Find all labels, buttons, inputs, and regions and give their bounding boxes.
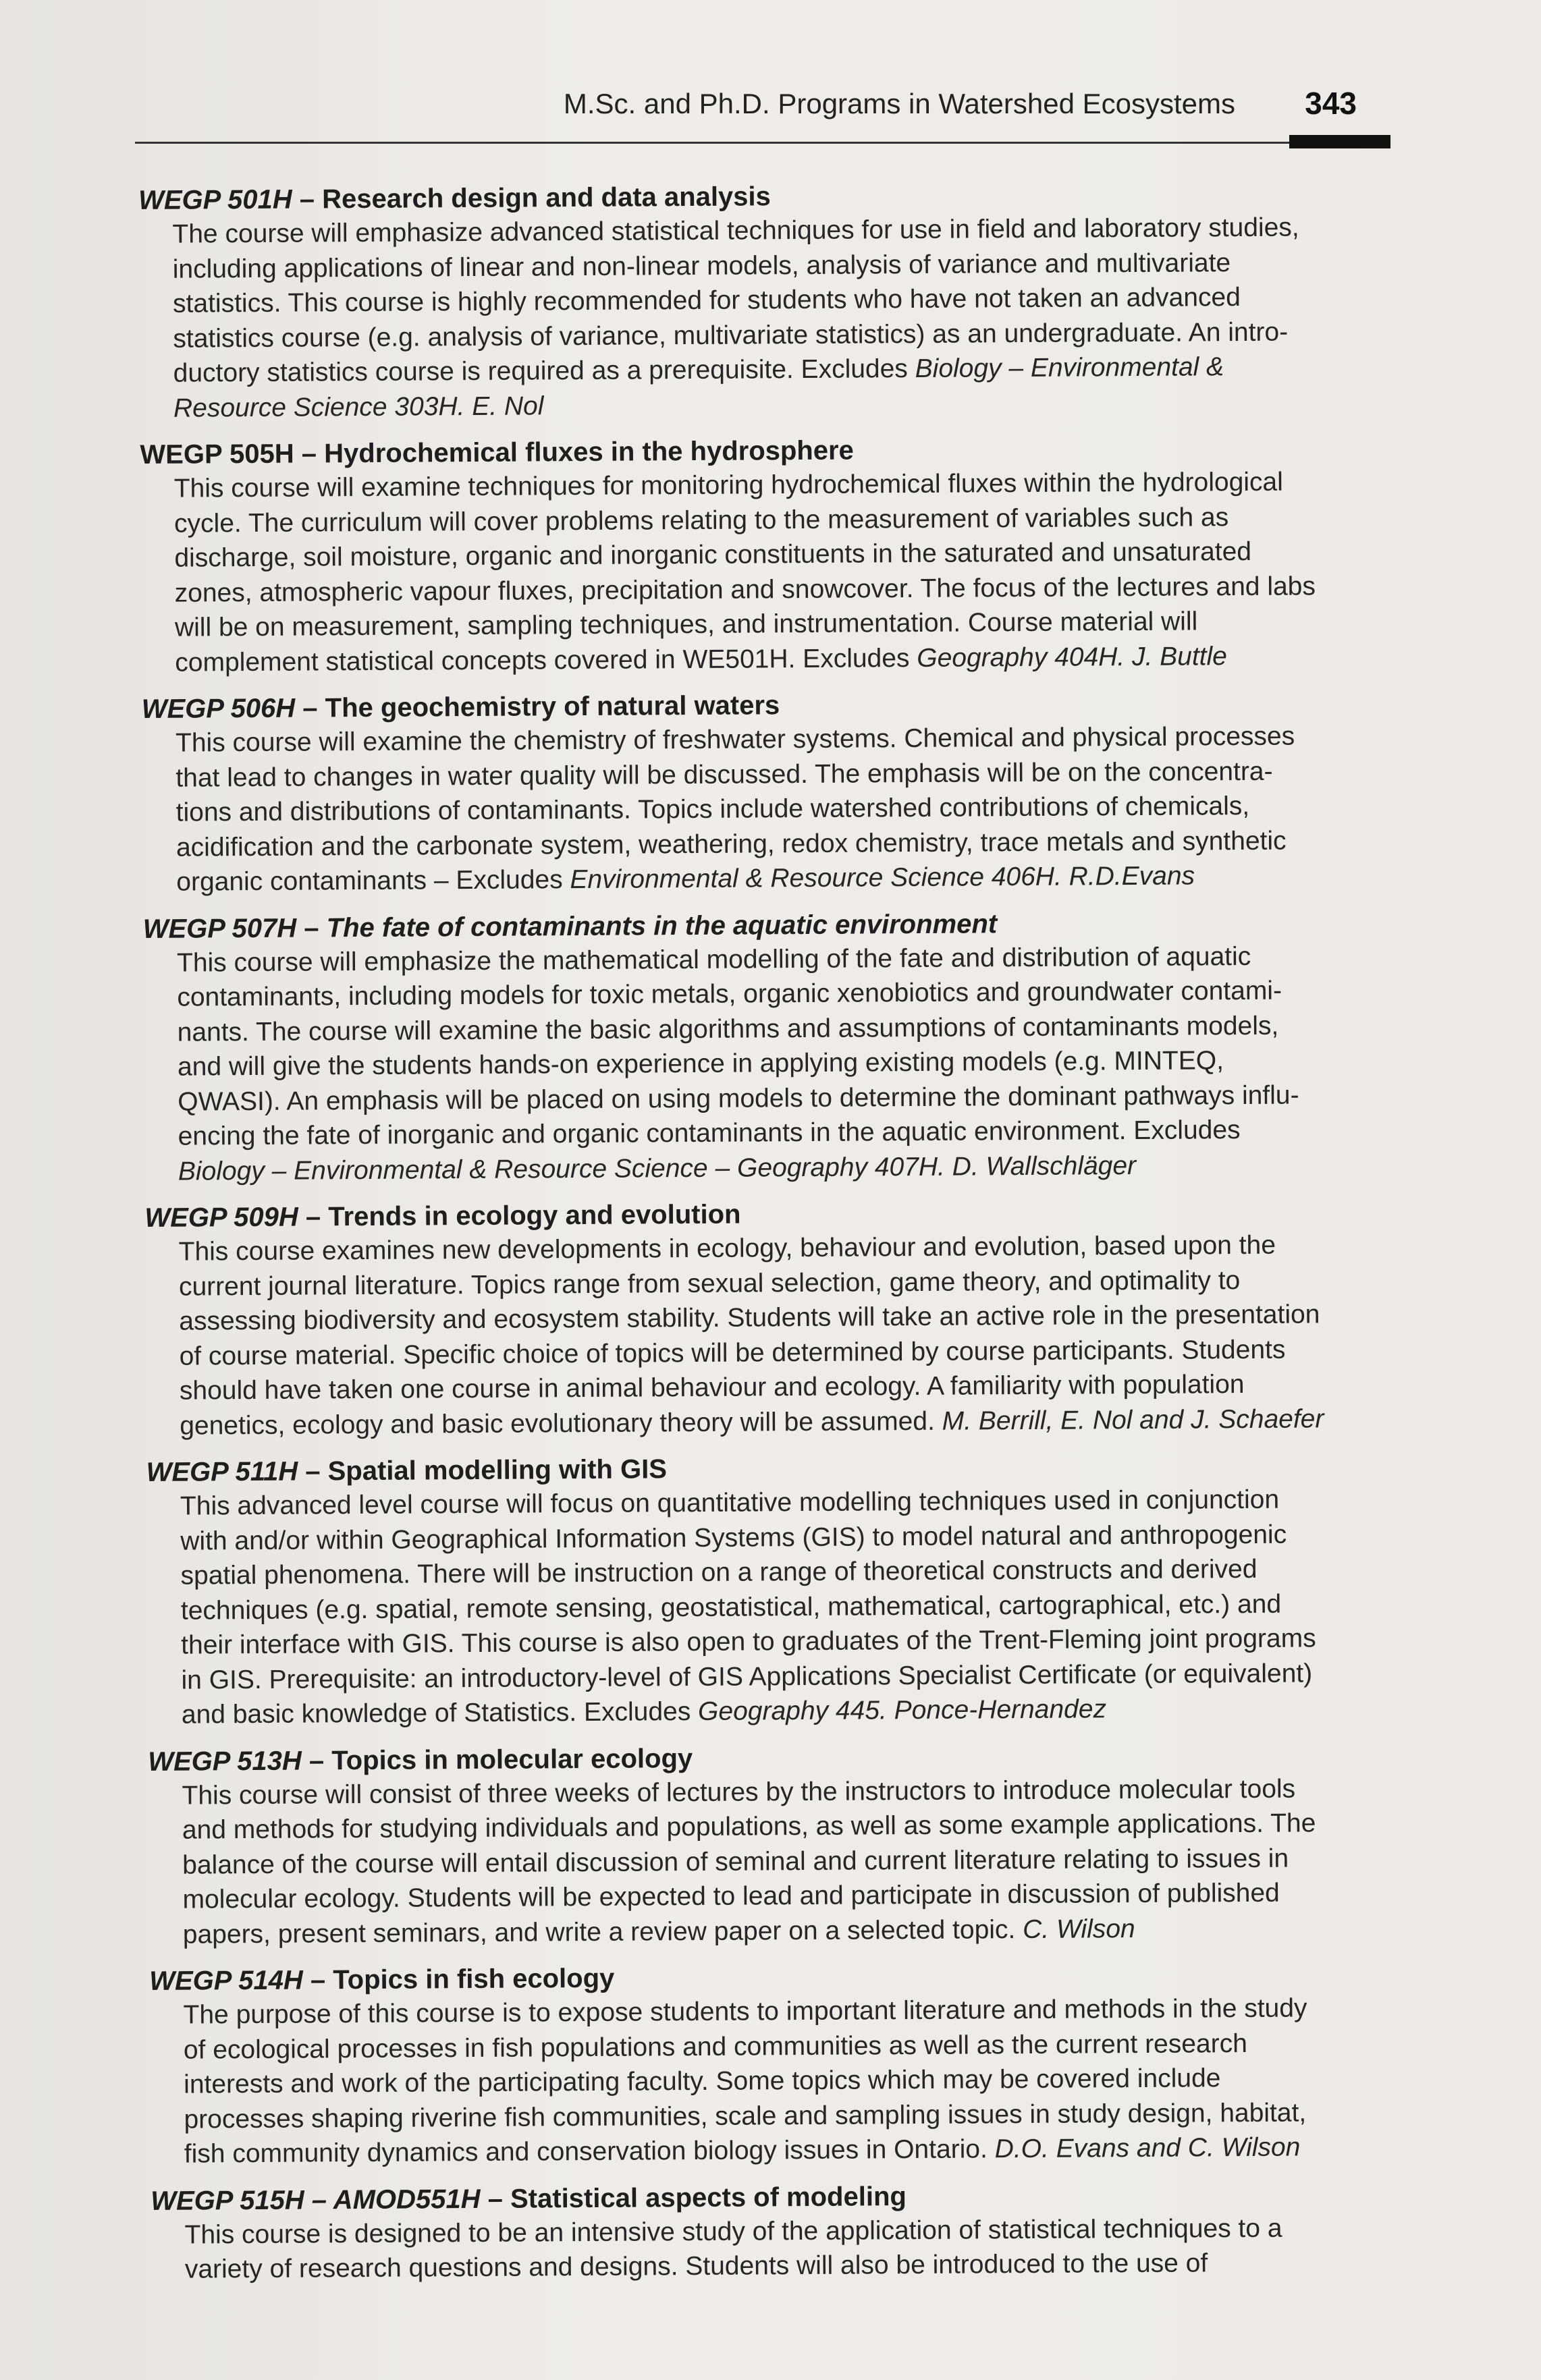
exclusions-and-instructor: D.O. Evans and C. Wilson — [994, 2132, 1301, 2164]
course-code: WEGP 509H — [144, 1202, 298, 1233]
exclusions-and-instructor: M. Berrill, E. Nol and J. Schaefer — [942, 1404, 1324, 1436]
course-entry — [151, 2176, 1420, 2287]
heading-separator: – — [298, 1202, 329, 1232]
description-text: This course will emphasize the mathematical modelling of the fate and distribution of aquatic contaminants, including models for toxic metals, organic xenobiotics and groundwater contami- nants. The course will examine the basic algorithms and assumptions of contaminants models, and will give the students hands-on experience in applying existing models (e.g. MINTEQ, QWASI). An emphasis will be placed on using models to determine the dominant pathways influ- encing the fate of inorganic and organic contaminants in the aquatic environment. Excludes — [176, 941, 1299, 1151]
description-text: This course will consist of three weeks of lectures by the instructors to introduce molecular tools and methods for studying individuals and populations, as well as some example applications. The balance of the course will entail discussion of seminal and current literature relating to issues in molecular ecology. Students will be expected to lead and participate in discussion of published papers, present seminars, and write a review paper on a selected topic. — [182, 1774, 1316, 1949]
course-list — [138, 176, 1420, 2300]
course-description — [182, 1771, 1398, 1952]
course-code: WEGP 513H — [148, 1746, 302, 1777]
course-title: Spatial modelling with GIS — [327, 1454, 668, 1487]
description-text: This course examines new developments in ecology, behaviour and evolution, based upon the current journal literature. Topics range from sexual selection, game theory, and optimality to assessing biodiversity and ecosystem stability. Students will take an active role in the presentation of course material. Specific choice of topics will be determined by course participants. Students should have taken one course in animal behaviour and ecology. A familiarity with population genetics, ecology and basic evolutionary theory will be assumed. — [178, 1230, 1320, 1441]
course-description — [175, 719, 1392, 900]
course-entry — [143, 904, 1413, 1189]
heading-separator: – — [298, 1456, 328, 1487]
heading-separator: – — [301, 1745, 332, 1776]
course-code: WEGP 507H — [142, 913, 297, 944]
description-text: This course will examine the chemistry of freshwater systems. Chemical and physical processes that lead to changes in water quality will be discussed. The emphasis will be on the concentra- tions and distributions of contaminants. Topics include watershed contributions of chemicals, acidification and the carbonate system, weathering, redox chemistry, trace metals and synthetic organic contaminants – Excludes — [175, 721, 1295, 897]
course-title: The geochemistry of natural waters — [325, 690, 780, 723]
heading-separator: – — [302, 1965, 333, 1995]
exclusions-and-instructor: C. Wilson — [1023, 1914, 1135, 1944]
running-head: M.Sc. and Ph.D. Programs in Watershed Ecosystems — [563, 88, 1235, 119]
course-description — [180, 1482, 1397, 1732]
exclusions-and-instructor: Biology – Environmental & Resource Science – Geography 407H. D. Wallschläger — [178, 1151, 1137, 1186]
heading-separator: – — [292, 184, 323, 215]
exclusions-and-instructor: Geography 445. Ponce-Hernandez — [697, 1694, 1107, 1726]
description-text: The course will emphasize advanced statistical techniques for use in field and laboratory studies, including applications of linear and non-linear models, analysis of variance and multivariate statistics. This course is highly recommended for students who have not taken an advanced statistics course (e.g. analysis of variance, multivariate statistics) as an undergraduate. An intro- ductory statistics course is required as a prerequisite. Excludes — [172, 213, 1299, 388]
course-code: WEGP 505H — [140, 439, 294, 470]
course-code: WEGP 514H — [149, 1965, 303, 1996]
course-description — [174, 464, 1390, 680]
description-text: The purpose of this course is to expose students to important literature and methods in the study of ecological processes in fish populations and communities as well as the current research interests and work of the participating faculty. Some topics which may be covered include processes shaping riverine fish communities, scale and sampling issues in study design, habitat, fish community dynamics and conservation biology issues in Ontario. — [183, 1993, 1307, 2169]
course-entry — [144, 1193, 1415, 1443]
course-code: WEGP 501H — [138, 184, 292, 215]
course-title: Statistical aspects of modeling — [510, 2181, 907, 2214]
course-title: Trends in ecology and evolution — [328, 1199, 741, 1232]
page-number: 343 — [1305, 86, 1357, 121]
course-title: The fate of contaminants in the aquatic environment — [326, 908, 998, 943]
exclusions-and-instructor: Geography 404H. J. Buttle — [917, 641, 1228, 673]
description-text: This course will examine techniques for monitoring hydrochemical fluxes within the hydrological cycle. The curriculum will cover problems relating to the measurement of variables such as discharge, soil moisture, organic and inorganic constituents in the saturated and unsaturated zones, atmospheric vapour fluxes, precipitation and snowcover. The focus of the lectures and labs will be on measurement, sampling techniques, and instrumentation. Course material will complement statistical concepts covered in WE501H. Excludes — [173, 467, 1316, 677]
course-description — [184, 2210, 1400, 2287]
heading-separator: – — [295, 693, 325, 723]
course-entry — [149, 1956, 1420, 2171]
course-code: WEGP 511H — [146, 1456, 298, 1487]
course-entry — [142, 685, 1412, 900]
page-header — [135, 80, 1390, 154]
course-code: WEGP 515H – AMOD551H — [151, 2184, 481, 2216]
exclusions-and-instructor: Biology – Environmental & Resource Science 303H. E. Nol — [173, 352, 1224, 423]
course-description — [177, 938, 1393, 1188]
course-title: Research design and data analysis — [321, 182, 771, 215]
course-title: Topics in fish ecology — [333, 1963, 615, 1995]
course-entry — [146, 1447, 1417, 1732]
course-entry — [148, 1737, 1418, 1952]
heading-separator: – — [480, 2184, 511, 2214]
course-description — [172, 210, 1388, 426]
course-entry — [140, 431, 1410, 680]
header-rule — [135, 142, 1390, 144]
header-thumb-tab — [1289, 135, 1390, 148]
course-entry — [138, 176, 1409, 426]
course-description — [179, 1227, 1395, 1443]
description-text: This course is designed to be an intensive study of the application of statistical techniques to a variety of research questions and designs. Students will also be introduced to the use of — [184, 2213, 1282, 2284]
heading-separator: – — [294, 439, 325, 469]
course-title: Topics in molecular ecology — [331, 1743, 693, 1775]
course-description — [183, 1991, 1399, 2171]
description-text: This advanced level course will focus on quantitative modelling techniques used in conjunction with and/or within Geographical Information Systems (GIS) to model natural and anthropogenic spatial phenomena. There will be instruction on a range of theoretical constructs and derived techniques (e.g. spatial, remote sensing, geostatistical, mathematical, cartographical, etc.) and their interface with GIS. This course is also open to graduates of the Trent-Fleming joint programs in GIS. Prerequisite: an introductory-level of GIS Applications Specialist Certificate (or equivalent) and basic knowledge of Statistics. Excludes — [180, 1485, 1316, 1729]
heading-separator: – — [296, 912, 327, 943]
course-code: WEGP 506H — [141, 693, 296, 724]
course-title: Hydrochemical fluxes in the hydrosphere — [324, 435, 854, 469]
exclusions-and-instructor: Environmental & Resource Science 406H. R.D.Evans — [570, 861, 1195, 895]
